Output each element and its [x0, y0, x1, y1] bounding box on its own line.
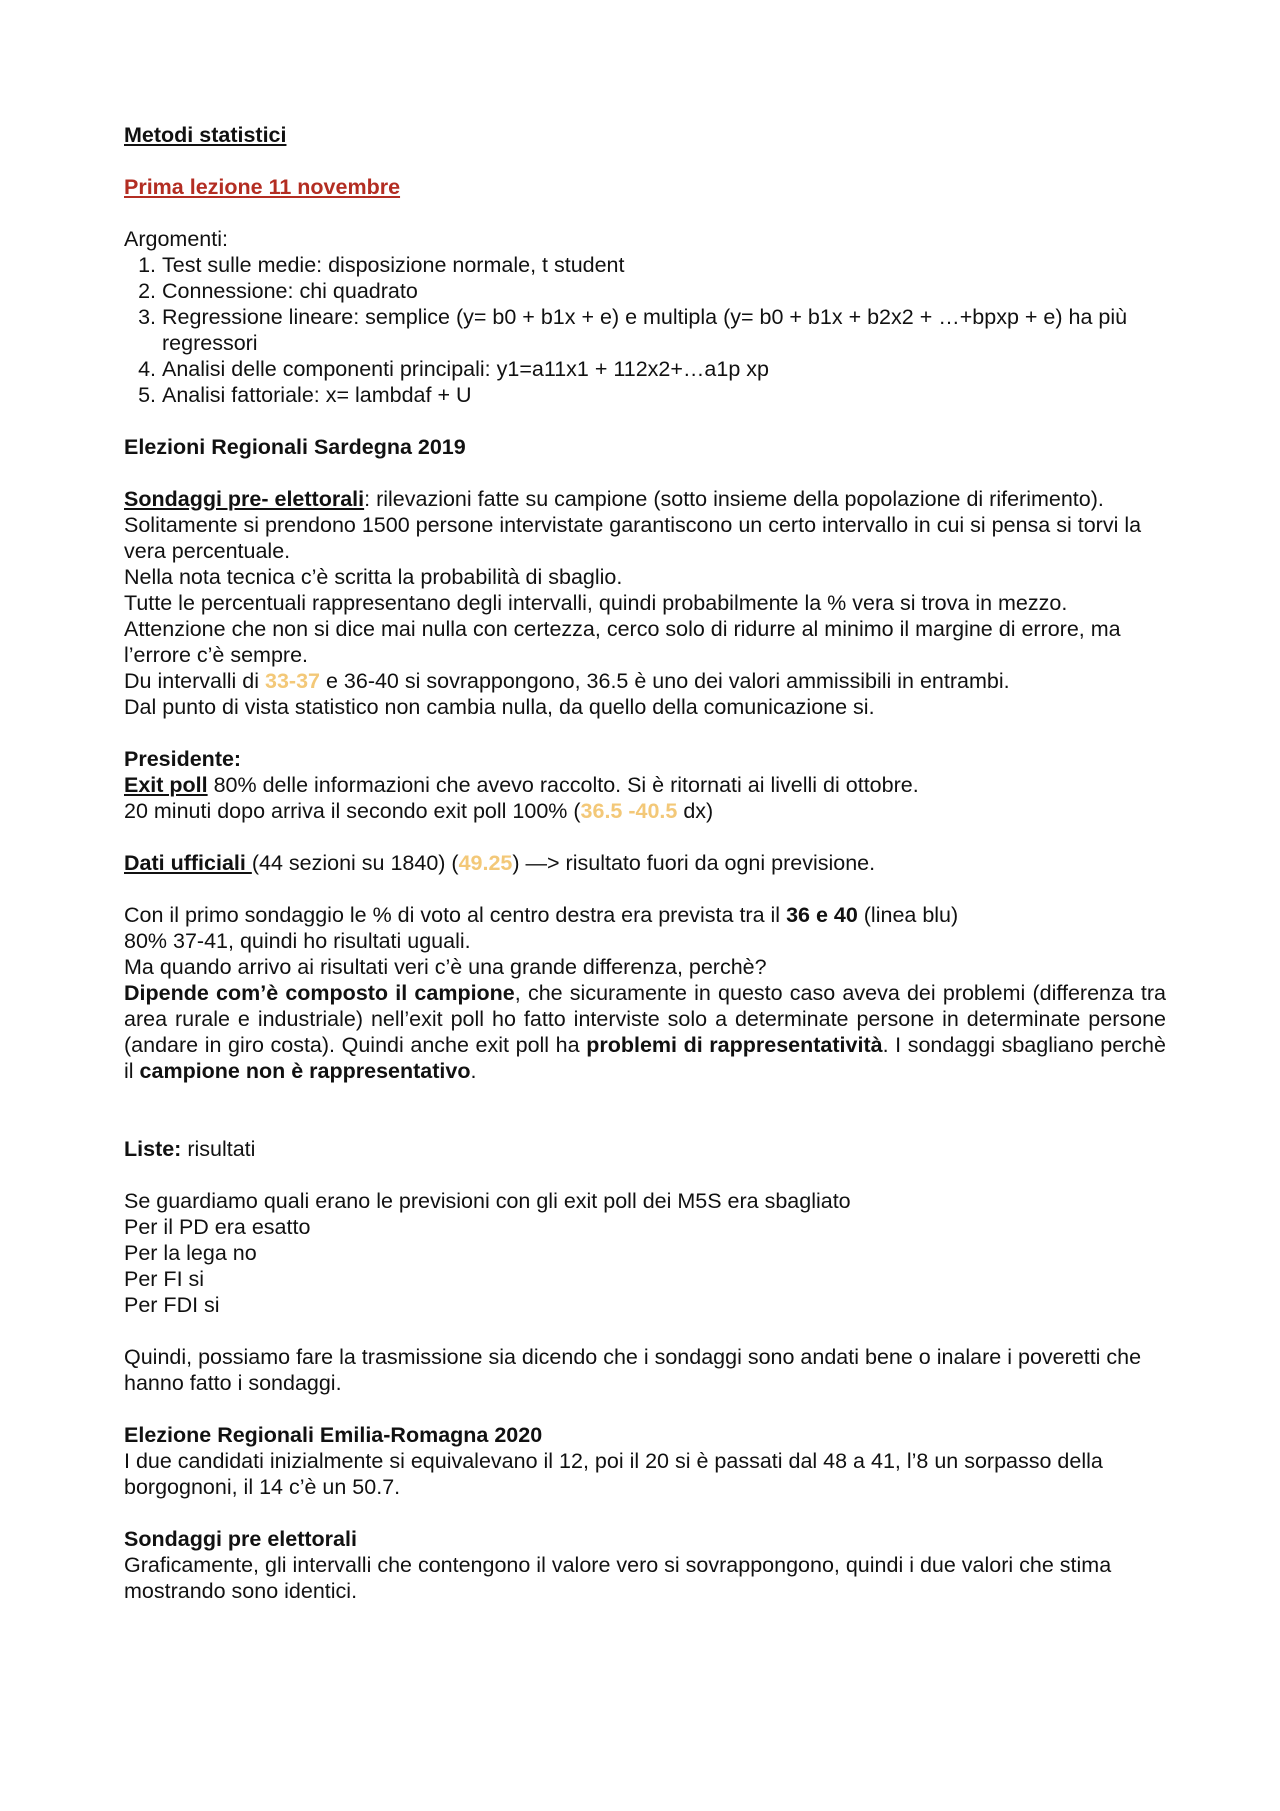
list-item: 1. Test sulle medie: disposizione normale, t student: [162, 252, 1166, 278]
sondaggio-line1-pre: Con il primo sondaggio le % di voto al centro destra era prevista tra il: [124, 903, 787, 927]
liste-lega-line: Per la lega no: [124, 1241, 257, 1265]
emilia-paragraph: I due candidati inizialmente si equivalevano il 12, poi il 20 si è passati dal 48 a 41, l’8 un sorpasso della borgognoni, il 14 c’è un 50.7.: [124, 1449, 1103, 1499]
lesson-heading: Prima lezione 11 novembre: [124, 175, 401, 199]
sardegna-heading: Elezioni Regionali Sardegna 2019: [124, 435, 466, 459]
highlight-value: 49.25: [458, 851, 513, 875]
intervalli-post: e 36-40 si sovrappongono, 36.5 è uno dei valori ammissibili in entrambi.: [320, 669, 1010, 693]
sondaggio-line-3: Ma quando arrivo ai risultati veri c’è una grande differenza, perchè?: [124, 955, 767, 979]
liste-label: Liste:: [124, 1137, 182, 1161]
highlight-value: 36.5 -40.5: [580, 799, 678, 823]
liste-text: risultati: [181, 1137, 256, 1161]
list-item: 4. Analisi delle componenti principali: y1=a11x1 + 112x2+…a1p xp: [162, 356, 1166, 382]
sondaggi-paragraph: [124, 486, 1166, 564]
document-content: [124, 122, 1166, 1604]
sondaggi-pre-heading: Sondaggi pre elettorali: [124, 1527, 357, 1551]
second-exit-line: [124, 798, 1166, 824]
campione-paragraph: [124, 980, 1166, 1084]
punto-line: Dal punto di vista statistico non cambia nulla, da quello della comunicazione si.: [124, 695, 875, 719]
sondaggi-text: : rilevazioni fatte su campione (sotto insieme della popolazione di riferimento). Solitamente si prendono 1500 persone intervistate garantiscono un certo intervallo in cui si pensa si torvi la vera percentuale.: [124, 487, 1142, 563]
exit-poll-line: [124, 772, 1166, 798]
campione-text-3: .: [470, 1059, 477, 1083]
sondaggio-line1-post: (linea blu): [857, 903, 959, 927]
nota-line: Nella nota tecnica c’è scritta la probabilità di sbaglio.: [124, 565, 623, 589]
list-item: 3. Regressione lineare: semplice (y= b0 + b1x + e) e multipla (y= b0 + b1x + b2x2 + …+bpxp + e) ha più regressori: [162, 304, 1166, 356]
tutte-line: Tutte le percentuali rappresentano degli intervalli, quindi probabilmente la % vera si trova in mezzo. Attenzione che non si dice mai nulla con certezza, cerco solo di ridurre al minimo il margine di errore, ma l’errore c’è sempre.: [124, 591, 1121, 667]
highlight-value: 33-37: [265, 669, 320, 693]
dati-ufficiali-line: [124, 850, 1166, 876]
intervalli-pre: Du intervalli di: [124, 669, 265, 693]
non-rappresentativo-bold: campione non è rappresentativo: [139, 1059, 471, 1083]
dati-post: ) —> risultato fuori da ogni previsione.: [512, 851, 876, 875]
presidente-heading: Presidente:: [124, 747, 242, 771]
exit-poll-label: Exit poll: [124, 773, 208, 797]
liste-previsioni-line: Se guardiamo quali erano le previsioni con gli exit poll dei M5S era sbagliato: [124, 1189, 851, 1213]
liste-line: [124, 1136, 1166, 1162]
argomenti-label: Argomenti:: [124, 227, 228, 251]
sondaggio-line-1: [124, 902, 1166, 928]
liste-fi-line: Per FI si: [124, 1267, 205, 1291]
intervalli-line: [124, 668, 1166, 694]
list-item: 2. Connessione: chi quadrato: [162, 278, 1166, 304]
liste-pd-line: Per il PD era esatto: [124, 1215, 311, 1239]
sondaggio-line-2: 80% 37-41, quindi ho risultati uguali.: [124, 929, 471, 953]
sondaggi-pre-paragraph: Graficamente, gli intervalli che contengono il valore vero si sovrappongono, quindi i due valori che stima mostrando sono identici.: [124, 1553, 1112, 1603]
emilia-heading: Elezione Regionali Emilia-Romagna 2020: [124, 1423, 543, 1447]
campione-text-2: . I sondaggi sbagliano perchè il: [124, 1033, 1166, 1083]
argomenti-list: [124, 252, 1166, 408]
rappresentativita-bold: problemi di rappresentatività: [586, 1033, 883, 1057]
second-exit-post: dx): [677, 799, 714, 823]
list-item: 5. Analisi fattoriale: x= lambdaf + U: [162, 382, 1166, 408]
campione-text-1: , che sicuramente in questo caso aveva dei problemi (differenza tra area rurale e industriale) nell’exit poll ho fatto interviste solo a determinate persone in determinate persone (andare in giro costa). Quindi anche exit poll ha: [124, 981, 1166, 1057]
dati-ufficiali-label: Dati ufficiali: [124, 851, 252, 875]
campione-bold: Dipende com’è composto il campione: [124, 981, 515, 1005]
quindi-paragraph: Quindi, possiamo fare la trasmissione sia dicendo che i sondaggi sono andati bene o inalare i poveretti che hanno fatto i sondaggi.: [124, 1345, 1142, 1395]
dati-pre: (44 sezioni su 1840) (: [251, 851, 459, 875]
liste-fdi-line: Per FDI si: [124, 1293, 220, 1317]
document-title: Metodi statistici: [124, 123, 287, 147]
sondaggi-label: Sondaggi pre- elettorali: [124, 487, 365, 511]
exit-poll-text: 80% delle informazioni che avevo raccolto. Si è ritornati ai livelli di ottobre.: [207, 773, 919, 797]
second-exit-pre: 20 minuti dopo arriva il secondo exit poll 100% (: [124, 799, 581, 823]
sondaggio-line1-bold: 36 e 40: [786, 903, 858, 927]
